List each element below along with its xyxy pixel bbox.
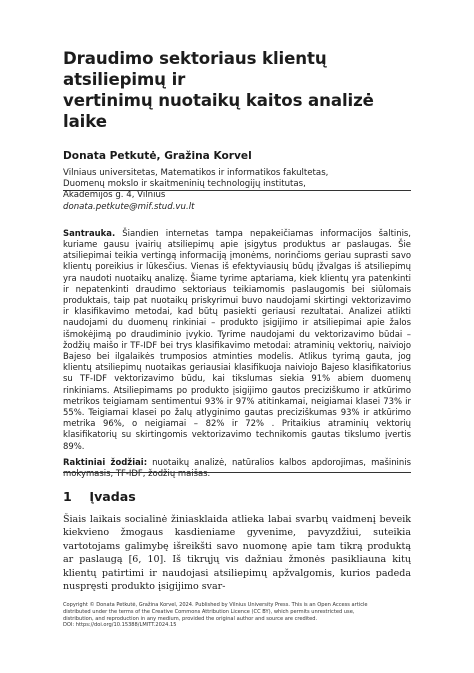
keywords-label: Raktiniai žodžiai: xyxy=(63,456,148,467)
affiliation-line-3: Akademijos g. 4, Vilnius xyxy=(63,190,166,201)
paper-title xyxy=(63,48,411,132)
footnote-line-2: distributed under the terms of the Creative Commons Attribution Licence (CC BY), which permits unrestricted use, xyxy=(63,608,355,615)
abstract-label: Santrauka. xyxy=(63,227,116,238)
affiliation-line-2: Duomenų mokslo ir skaitmeninių technologijų institutas, xyxy=(63,179,306,190)
section-number: 1 xyxy=(63,489,72,504)
abstract-top-rule xyxy=(63,190,411,191)
copyright-footnote xyxy=(63,602,411,629)
abstract-bottom-rule xyxy=(63,472,411,473)
title-line-2: vertinimų nuotaikų kaitos analizė laike xyxy=(63,91,374,131)
body-paragraph: Šiais laikais socialinė žiniasklaida atlieka labai svarbų vaidmenį beveik kiekvieno žmogaus kasdieniame gyvenime, pavyzdžiui, suteikia vartotojams galimybę išreikšti savo nuomonę apie tam tikrą produktą ar paslaugą [6, 10]. Iš tikrųjų vis dažniau žmonės pasikliauna kitų klientų patirtimi ir naudojasi atsiliepimų apžvalgomis, kurios padeda nuspręsti produkto įsigijimo svar- xyxy=(63,514,411,593)
abstract-text: Šiandien internetas tampa nepakeičiamas informacijos šaltinis, kuriame gausu įvairių atsiliepimų apie įsigytus produktus ar paslaugas. Šie atsiliepimai teikia vertingą informaciją įmonėms, norinčioms geriau suprasti savo klientų poreikius ir lūkesčius. Vienas iš efektyviausių būdų įžvalgas iš atsiliepimų yra naudoti nuotaikų analizę. Šiame tyrime aptariama, kiek klientų yra patenkinti ir nepatenkinti draudimo sektoriaus teikiamomis paslaugomis bei siūlomais produktais, taip pat nuotaikų priskyrimui buvo naudojami skirtingi vektorizavimo ir klasifikavimo metodai, kad būtų pasiekti geriausi rezultatai. Analizei atlikti naudojami du duomenų rinkiniai – produkto įsigijimo ir atsiliepimai apie žalos išmokėjimą po draudiminio įvykio. Tyrime naudojami du vektorizavimo būdai – žodžių maišo ir TF-IDF bei trys klasifikavimo metodai: atraminių vektorių, naiviojo Bajeso bei ilgalaikės trumposios atminties modelis. Atlikus tyrimą gauta, jog klientų atsiliepimų nuotaikas geriausiai klasifikuoja naiviojo Bajeso klasifikatorius su TF-IDF vektorizavimo būdu, kai tikslumas siekia 91% abiem duomenų rinkiniams. Atsiliepimams po produkto įsigijimo gautos preciziškumo ir atkūrimo metrikos teigiamam sentimentui 93% ir 97% atitinkamai, neigiamai klasei 73% ir 55%. Teigiamai klasei po žalų atlyginimo gautas preciziškumas 93% ir atkūrimo metrika 96%, o neigiamai – 82% ir 72% . Pritaikius atraminių vektorių klasifikatorių su skirtingomis vektorizavimo technikomis gautas tikslumo įvertis 89%. xyxy=(63,227,411,451)
keywords xyxy=(63,457,411,479)
keywords-text: nuotaikų analizė, natūralios kalbos apdorojimas, mašininis mokymasis, TF-IDF, žodžių maišas. xyxy=(63,456,411,479)
author-email: donata.petkute@mif.stud.vu.lt xyxy=(63,201,195,212)
affiliation-line-1: Vilniaus universitetas, Matematikos ir informatikos fakultetas, xyxy=(63,168,329,178)
author-list: Donata Petkutė, Gražina Korvel xyxy=(63,150,252,162)
footnote-line-3: distribution, and reproduction in any medium, provided the original author and source are credited. xyxy=(63,615,318,622)
section-title: Įvadas xyxy=(89,489,136,504)
abstract xyxy=(63,228,411,452)
footnote-line-1: Copyright © Donata Petkutė, Gražina Korvel, 2024. Published by Vilnius University Press. This is an Open Access article xyxy=(63,602,368,608)
title-line-1: Draudimo sektoriaus klientų atsiliepimų ir xyxy=(63,49,327,89)
footnote-doi: DOI: https://doi.org/10.15388/LMITT.2024.15 xyxy=(63,622,177,629)
section-heading xyxy=(63,489,136,504)
